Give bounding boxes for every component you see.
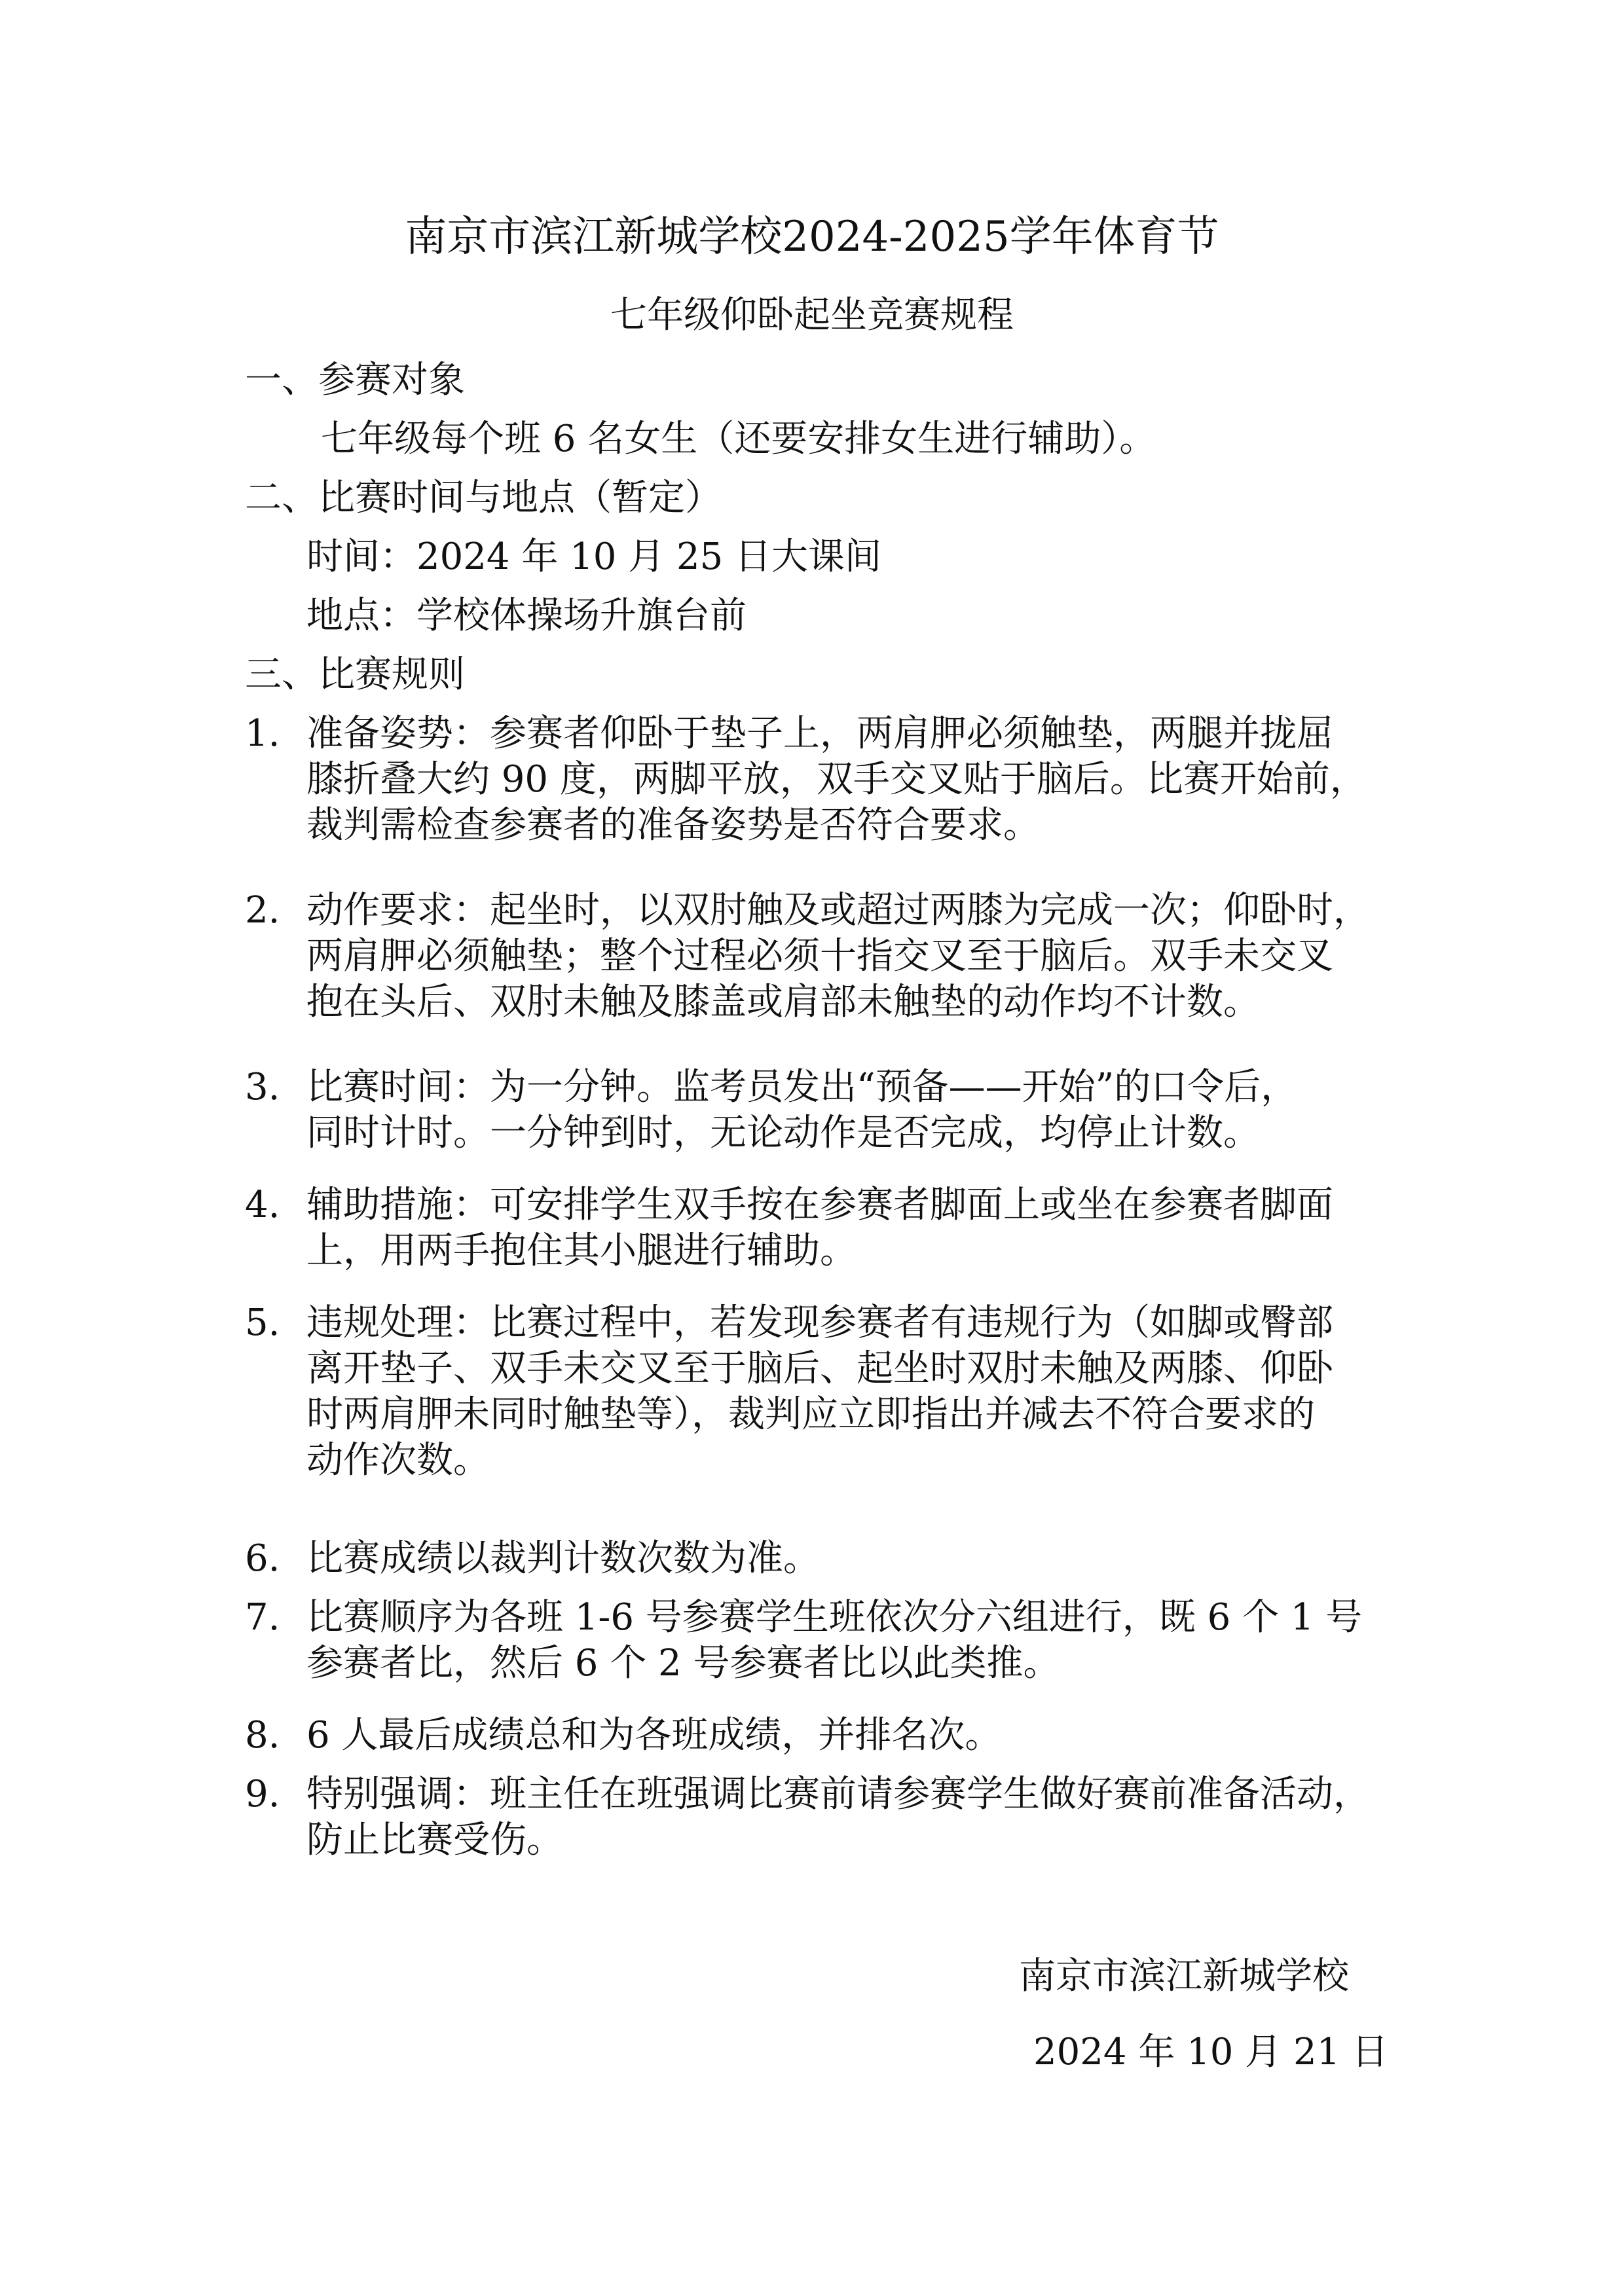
signature-date: 2024 年 10 月 21 日 [1033,2031,1389,2073]
rule-text: 比赛顺序为各班 1-6 号参赛学生班依次分六组进行，既 6 个 1 号 参赛者比，然后 6 个 2 号参赛者比以此类推。 [306,1596,1363,1685]
rule-text: 准备姿势：参赛者仰卧于垫子上，两肩胛必须触垫，两腿并拢屈 膝折叠大约 90 度，两脚平放，双手交叉贴于脑后。比赛开始前， 裁判需检查参赛者的准备姿势是否符合要求。 [306,712,1367,847]
signature-organization: 南京市滨江新城学校 [1019,1955,1349,1997]
section-heading-time-place: 二、比赛时间与地点（暂定） [245,477,722,519]
rule-text: 6 人最后成绩总和为各班成绩，并排名次。 [306,1714,1002,1757]
rule-text: 违规处理：比赛过程中，若发现参赛者有违规行为（如脚或臀部 离开垫子、双手未交叉至于脑后、起坐时双肘未触及两膝、仰卧 时两肩胛未同时触垫等），裁判应立即指出并减去不符合要求的 动作次数。 [306,1302,1333,1482]
section-heading-rules: 三、比赛规则 [245,653,465,696]
rule-text: 比赛成绩以裁判计数次数为准。 [306,1537,820,1580]
rule-number: 4. [245,1184,280,1226]
document-subtitle: 七年级仰卧起坐竞赛规程 [610,294,1014,337]
document-title: 南京市滨江新城学校2024-2025学年体育节 [405,213,1219,261]
rule-number: 3. [245,1066,280,1108]
rule-number: 2. [245,889,280,932]
section-heading-participants: 一、参赛对象 [245,359,465,401]
rule-text: 辅助措施：可安排学生双手按在参赛者脚面上或坐在参赛者脚面 上，用两手抱住其小腿进行辅助。 [306,1184,1333,1272]
competition-time: 时间：2024 年 10 月 25 日大课间 [306,536,882,578]
rule-number: 9. [245,1773,280,1815]
rule-number: 1. [245,712,280,755]
rule-number: 6. [245,1537,280,1580]
rule-number: 8. [245,1714,280,1757]
rule-text: 比赛时间：为一分钟。监考员发出“预备——开始”的口令后， 同时计时。一分钟到时，无论动作是否完成，均停止计数。 [306,1066,1298,1154]
rule-number: 5. [245,1302,280,1344]
participants-text: 七年级每个班 6 名女生（还要安排女生进行辅助）。 [321,418,1156,460]
rule-text: 动作要求：起坐时，以双肘触及或超过两膝为完成一次；仰卧时， 两肩胛必须触垫；整个过程必须十指交叉至于脑后。双手未交叉 抱在头后、双肘未触及膝盖或肩部未触垫的动作均不计数。 [306,889,1370,1023]
rule-text: 特别强调：班主任在班强调比赛前请参赛学生做好赛前准备活动， 防止比赛受伤。 [306,1773,1370,1861]
rule-number: 7. [245,1596,280,1639]
competition-place: 地点：学校体操场升旗台前 [306,594,747,637]
